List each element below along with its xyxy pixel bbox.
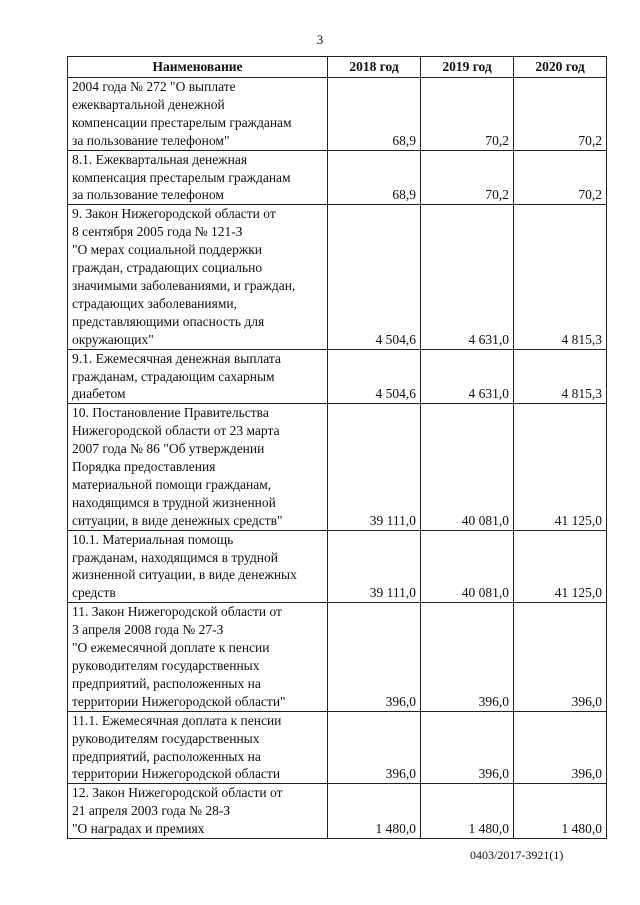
- value-2020: 70,2: [514, 78, 607, 151]
- value-2019: 4 631,0: [421, 349, 514, 404]
- row-name: 12. Закон Нижегородской области от 21 апреля 2003 года № 28-З "О наградах и премиях: [68, 784, 328, 839]
- value-2019: 1 480,0: [421, 784, 514, 839]
- row-name: 9.1. Ежемесячная денежная выплата гражданам, страдающим сахарным диабетом: [68, 349, 328, 404]
- value-2019: 70,2: [421, 150, 514, 205]
- value-2020: 41 125,0: [514, 530, 607, 603]
- table-header-row: [68, 57, 607, 78]
- value-2019: 40 081,0: [421, 530, 514, 603]
- row-name: 10. Постановление Правительства Нижегородской области от 23 марта 2007 года № 86 "Об утверждении Порядка предоставления материальной помощи гражданам, находящимся в трудной жизненной ситуации, в виде денежных средств": [68, 404, 328, 530]
- value-2020: 396,0: [514, 603, 607, 711]
- row-name: 8.1. Ежеквартальная денежная компенсация престарелым гражданам за пользование телефоном: [68, 150, 328, 205]
- row-name: 10.1. Материальная помощь гражданам, находящимся в трудной жизненной ситуации, в виде денежных средств: [68, 530, 328, 603]
- value-2019: 4 631,0: [421, 205, 514, 349]
- value-2018: 39 111,0: [328, 530, 421, 603]
- table-row: [68, 530, 607, 603]
- header-2018: 2018 год: [328, 57, 421, 78]
- table-row: [68, 784, 607, 839]
- value-2020: 41 125,0: [514, 404, 607, 530]
- row-name: 11. Закон Нижегородской области от 3 апреля 2008 года № 27-З "О ежемесячной доплате к пенсии руководителям государственных предприятий, расположенных на территории Нижегородской области": [68, 603, 328, 711]
- table-row: [68, 150, 607, 205]
- value-2018: 4 504,6: [328, 205, 421, 349]
- header-name: Наименование: [68, 57, 328, 78]
- table-row: [68, 78, 607, 151]
- value-2018: 68,9: [328, 78, 421, 151]
- value-2020: 396,0: [514, 711, 607, 784]
- row-name: 2004 года № 272 "О выплате ежеквартальной денежной компенсации престарелым гражданам за пользование телефоном": [68, 78, 328, 151]
- value-2020: 4 815,3: [514, 205, 607, 349]
- value-2020: 4 815,3: [514, 349, 607, 404]
- value-2018: 68,9: [328, 150, 421, 205]
- row-name: 11.1. Ежемесячная доплата к пенсии руководителям государственных предприятий, расположенных на территории Нижегородской области: [68, 711, 328, 784]
- value-2020: 70,2: [514, 150, 607, 205]
- table-row: [68, 603, 607, 711]
- table-row: [68, 711, 607, 784]
- value-2019: 396,0: [421, 711, 514, 784]
- page-number: 3: [316, 32, 324, 47]
- value-2018: 39 111,0: [328, 404, 421, 530]
- value-2018: 396,0: [328, 603, 421, 711]
- header-2019: 2019 год: [421, 57, 514, 78]
- value-2018: 1 480,0: [328, 784, 421, 839]
- budget-table: [67, 56, 607, 839]
- document-code: 0403/2017-3921(1): [470, 848, 564, 862]
- row-name: 9. Закон Нижегородской области от 8 сентября 2005 года № 121-З "О мерах социальной поддержки граждан, страдающих социально значимыми заболеваниями, и граждан, страдающих заболеваниями, представляющими опасность для окружающих": [68, 205, 328, 349]
- value-2018: 396,0: [328, 711, 421, 784]
- table-row: [68, 404, 607, 530]
- value-2018: 4 504,6: [328, 349, 421, 404]
- value-2020: 1 480,0: [514, 784, 607, 839]
- header-2020: 2020 год: [514, 57, 607, 78]
- value-2019: 70,2: [421, 78, 514, 151]
- table-row: [68, 205, 607, 349]
- table-row: [68, 349, 607, 404]
- value-2019: 40 081,0: [421, 404, 514, 530]
- value-2019: 396,0: [421, 603, 514, 711]
